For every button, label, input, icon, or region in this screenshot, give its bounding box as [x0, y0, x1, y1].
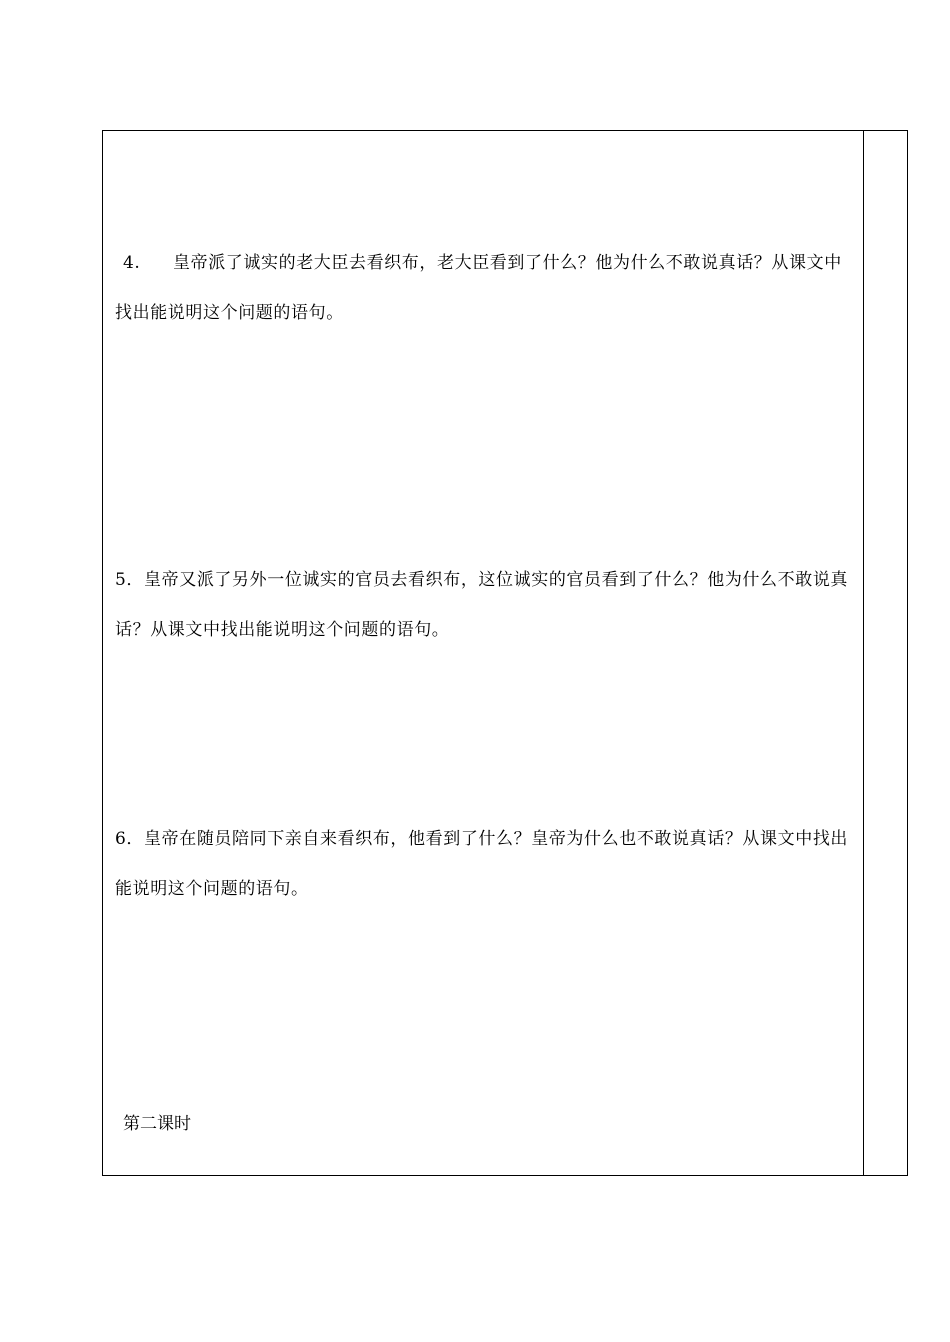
main-cell	[103, 131, 863, 1175]
question-4	[115, 238, 855, 338]
question-5	[115, 555, 855, 655]
question-text: 皇帝派了诚实的老大臣去看织布，老大臣看到了什么？他为什么不敢说真话？从课文中找出能说明这个问题的语句。	[115, 253, 842, 323]
question-number: 6．	[115, 829, 145, 849]
question-number: 5．	[115, 570, 145, 590]
side-cell	[864, 131, 907, 1175]
section-heading: 第二课时	[123, 1114, 191, 1134]
question-text: 皇帝在随员陪同下亲自来看织布，他看到了什么？皇帝为什么也不敢说真话？从课文中找出能说明这个问题的语句。	[115, 829, 849, 899]
question-text: 皇帝又派了另外一位诚实的官员去看织布，这位诚实的官员看到了什么？他为什么不敢说真话？从课文中找出能说明这个问题的语句。	[115, 570, 849, 640]
worksheet-table	[102, 130, 908, 1176]
question-number: 4.	[123, 253, 141, 273]
question-6	[115, 814, 855, 914]
